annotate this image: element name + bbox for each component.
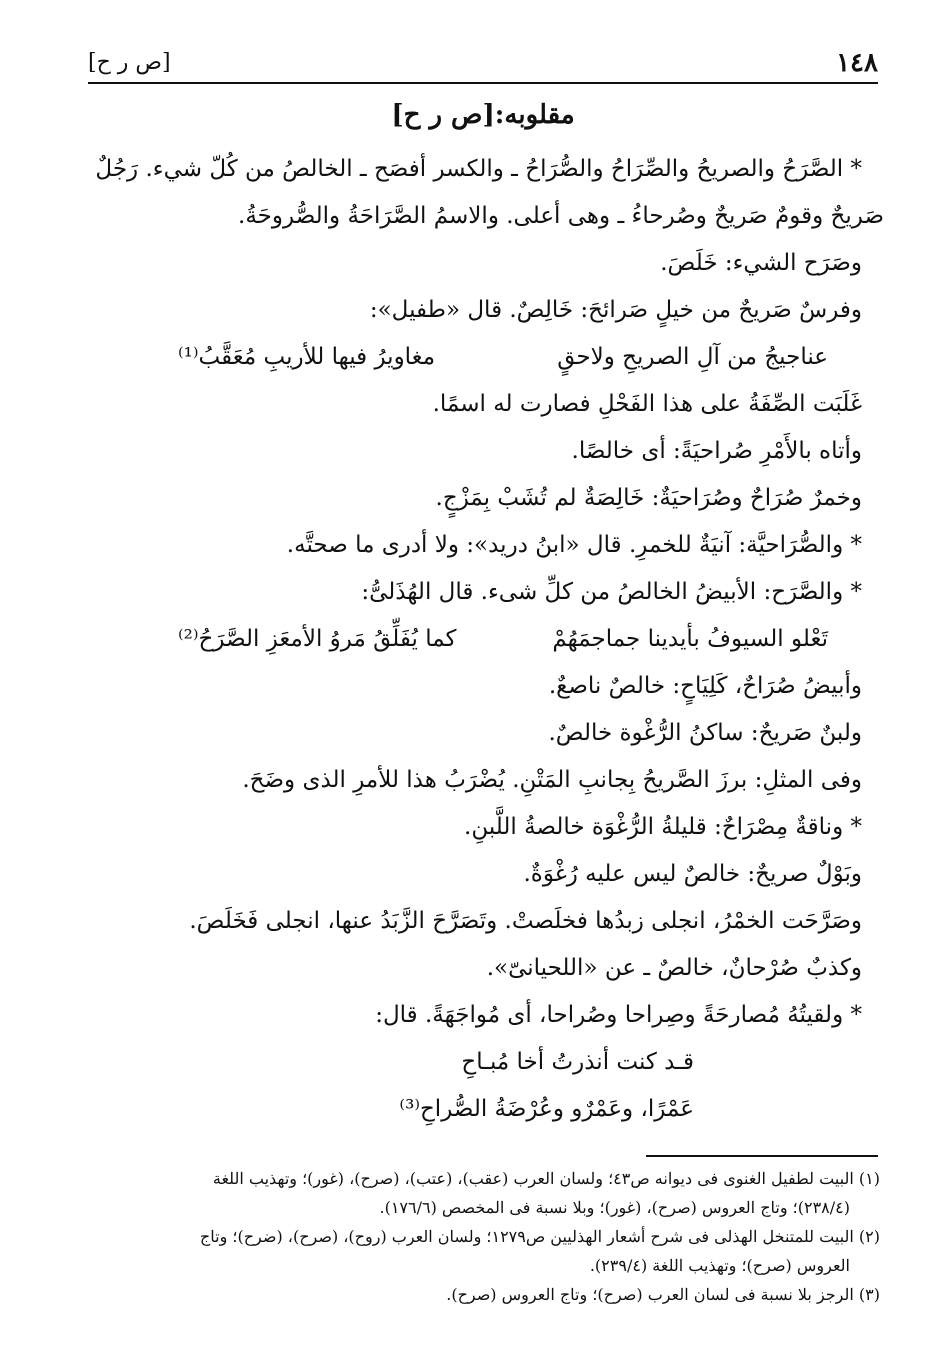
verse: [88, 616, 884, 663]
footnote: (٣) الرجز بلا نسبة فى لسان العرب (صرح)؛ وتاج العروس (صرح).: [446, 1285, 880, 1304]
paragraph: * والصَّرَح: الأبيضُ الخالصُ من كلِّ شىء. قال الهُذَلىُّ:: [361, 579, 862, 605]
paragraph: وصَرَّحَت الخمْرُ، انجلى زبدُها فخلَصتْ. وتَصَرَّحَ الزَّبَدُ عنها، انجلى فَخَلَصَ.: [189, 908, 862, 934]
paragraph: وفى المثلِ: برزَ الصَّريحُ بِجانبِ المَتْنِ. يُضْرَبُ هذا للأمرِ الذى وضَحَ.: [242, 767, 862, 793]
paragraph: وأبيضُ صُرَاحٌ، كَلِيَاحٍ: خالصٌ ناصعٌ.: [548, 673, 862, 699]
header-rule: [88, 82, 878, 84]
paragraph: وأتاه بالأَمْرِ صُراحيَةً: أى خالصًا.: [571, 438, 862, 464]
verse-hemistich: عناجيجُ من آلِ الصريحِ ولاحقٍ: [557, 344, 828, 370]
verse-hemistich: تَعْلو السيوفُ بأيدينا جماجمَهُمْ: [552, 626, 828, 652]
body-text: [88, 146, 884, 1133]
running-head: [ص ر ح]: [88, 50, 171, 75]
paragraph: * وناقةٌ مِصْرَاحٌ: قليلةُ الرُّغْوَة خالصةُ اللَّبنِ.: [464, 814, 862, 840]
paragraph: وبَوْلٌ صريحٌ: خالصٌ ليس عليه رُغْوَةٌ.: [523, 861, 862, 887]
verse: [88, 334, 884, 381]
paragraph: وخمرٌ صُرَاحٌ وصُرَاحيَةٌ: خَالِصَةٌ لم تُشَبْ بِمَزْجٍ.: [435, 485, 862, 511]
paragraph: وصَرَح الشيء: خَلَصَ.: [660, 250, 862, 276]
footnote: (١) البيت لطفيل الغنوى فى ديوانه ص٤٣؛ ولسان العرب (عقب)، (عتب)، (صرح)، (غور)؛ وتهذيب اللغة: [212, 1169, 880, 1188]
paragraph: وفرسٌ صَريحٌ من خيلٍ صَرائحَ: خَالِصٌ. قال «طفيل»:: [369, 297, 862, 323]
footnote: (٢٣٨/٤)؛ وتاج العروس (صرح)، (غور)؛ وبلا نسبة فى المخصص (١٧٦/٦).: [379, 1198, 850, 1217]
section-title: مقلوبه:[ص ر ح]: [391, 100, 575, 130]
paragraph: غَلَبَت الصِّفَةُ على هذا الفَحْلِ فصارت له اسمًا.: [432, 391, 862, 417]
footnote: (٢) البيت للمتنخل الهذلى فى شرح أشعار الهذليين ص١٢٧٩؛ ولسان العرب (روح)، (صرح)، (ضرح)؛ وتاج: [199, 1227, 880, 1246]
rajaz-line: قـد كنت أنذرتُ أخا مُبـاحِ: [461, 1049, 694, 1075]
paragraph: * ولقيتُهُ مُصارحَةً وصِراحا وصُراحا، أى مُواجَهَةً. قال:: [375, 1002, 862, 1028]
verse-hemistich: كما يُفَلِّقُ مَروُ الأمعَزِ الصَّرَحُ⁽²⁾: [178, 626, 457, 652]
footnotes: [80, 1164, 880, 1309]
verse-hemistich: مغاويرُ فيها للأريبِ مُعَقَّبُ⁽¹⁾: [178, 344, 436, 370]
paragraph: صَريحٌ وقومٌ صَريحٌ وصُرحاءُ ـ وهى أعلى. والاسمُ الصَّرَاحَةُ والصُّروحَةُ.: [238, 203, 884, 229]
paragraph: ولبنٌ صَريحٌ: ساكنُ الرُّغْوة خالصٌ.: [548, 720, 862, 746]
footnote: العروس (صرح)؛ وتهذيب اللغة (٢٣٩/٤).: [589, 1256, 850, 1275]
page-number: ١٤٨: [836, 48, 878, 78]
paragraph: * الصَّرَحُ والصريحُ والصِّرَاحُ والصُّرَاحُ ـ والكسر أفصَح ـ الخالصُ من كُلّ شيء. رَجُلٌ: [95, 156, 862, 182]
rajaz-line: عَمْرًا، وعَمْرٌو وعُرْضَةُ الصُّراحِ⁽³⁾: [399, 1096, 694, 1122]
page-header: [88, 46, 878, 86]
footnote-rule: [646, 1155, 878, 1157]
paragraph: وكذبٌ صُرْحانٌ، خالصٌ ـ عن «اللحيانىّ».: [486, 955, 862, 981]
paragraph: * والصُّرَاحيَّة: آنيَةٌ للخمرِ. قال «ابنُ دريد»: ولا أدرى ما صحتَّه.: [286, 532, 862, 558]
